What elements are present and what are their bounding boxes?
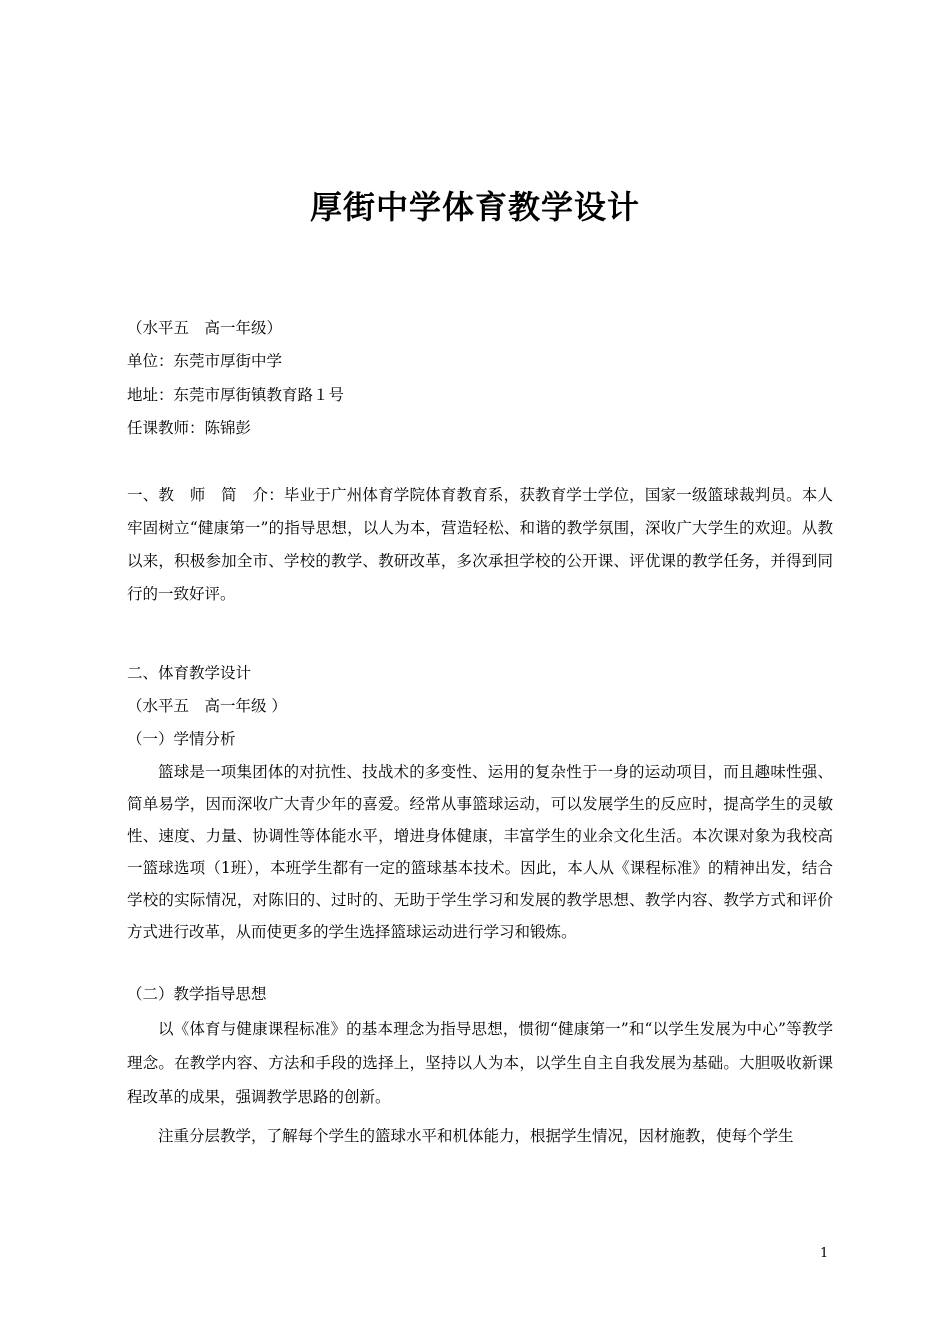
guiding-thought-heading: （二）教学指导思想 — [127, 985, 267, 1003]
unit-line: 单位：东莞市厚街中学 — [127, 352, 283, 370]
teacher-line: 任课教师：陈锦彭 — [127, 419, 252, 437]
section2-heading: 二、体育教学设计 — [127, 664, 252, 682]
address-line: 地址：东莞市厚街镇教育路１号 — [127, 386, 345, 404]
layered-teaching-paragraph: 注重分层教学，了解每个学生的篮球水平和机体能力，根据学生情况，因材施教，使每个学生 — [158, 1127, 794, 1145]
section2-level: （水平五 高一年级 ） — [127, 697, 287, 715]
level-line: （水平五 高一年级） — [127, 319, 283, 337]
situation-analysis-heading: （一）学情分析 — [127, 730, 236, 748]
document-title: 厚街中学体育教学设计 — [309, 188, 640, 226]
teacher-intro-paragraph: 一、教 师 简 介：毕业于广州体育学院体育教育系，获教育学士学位，国家一级篮球裁判员。本人牢固树立“健康第一”的指导思想，以人为本，营造轻松、和谐的教学氛围，深收广大学生的欢迎。从教以来，积极参加全市、学校的教学、教研改革，多次承担学校的公开课、评优课的教学任务，并得到同行的一致好评。 — [127, 486, 833, 603]
guiding-thought-paragraph: 以《体育与健康课程标准》的基本理念为指导思想，惯彻“健康第一”和“以学生发展为中心”等教学理念。在教学内容、方法和手段的选择上，坚持以人为本，以学生自主自我发展为基础。大胆吸收新课程改革的成果，强调教学思路的创新。 — [127, 1020, 833, 1106]
situation-analysis-paragraph: 篮球是一项集团体的对抗性、技战术的多变性、运用的复杂性于一身的运动项目，而且趣味性强、简单易学，因而深收广大青少年的喜爱。经常从事篮球运动，可以发展学生的反应时，提高学生的灵敏性、速度、力量、协调性等体能水平，增进身体健康，丰富学生的业余文化生活。本次课对象为我校高一篮球选项（1班），本班学生都有一定的篮球基本技术。因此，本人从《课程标准》的精神出发，结合学校的实际情况，对陈旧的、过时的、无助于学生学习和发展的教学思想、教学内容、教学方式和评价方式进行改革，从而使更多的学生选择篮球运动进行学习和锻炼。 — [127, 763, 833, 941]
page-number: 1 — [820, 1246, 829, 1261]
